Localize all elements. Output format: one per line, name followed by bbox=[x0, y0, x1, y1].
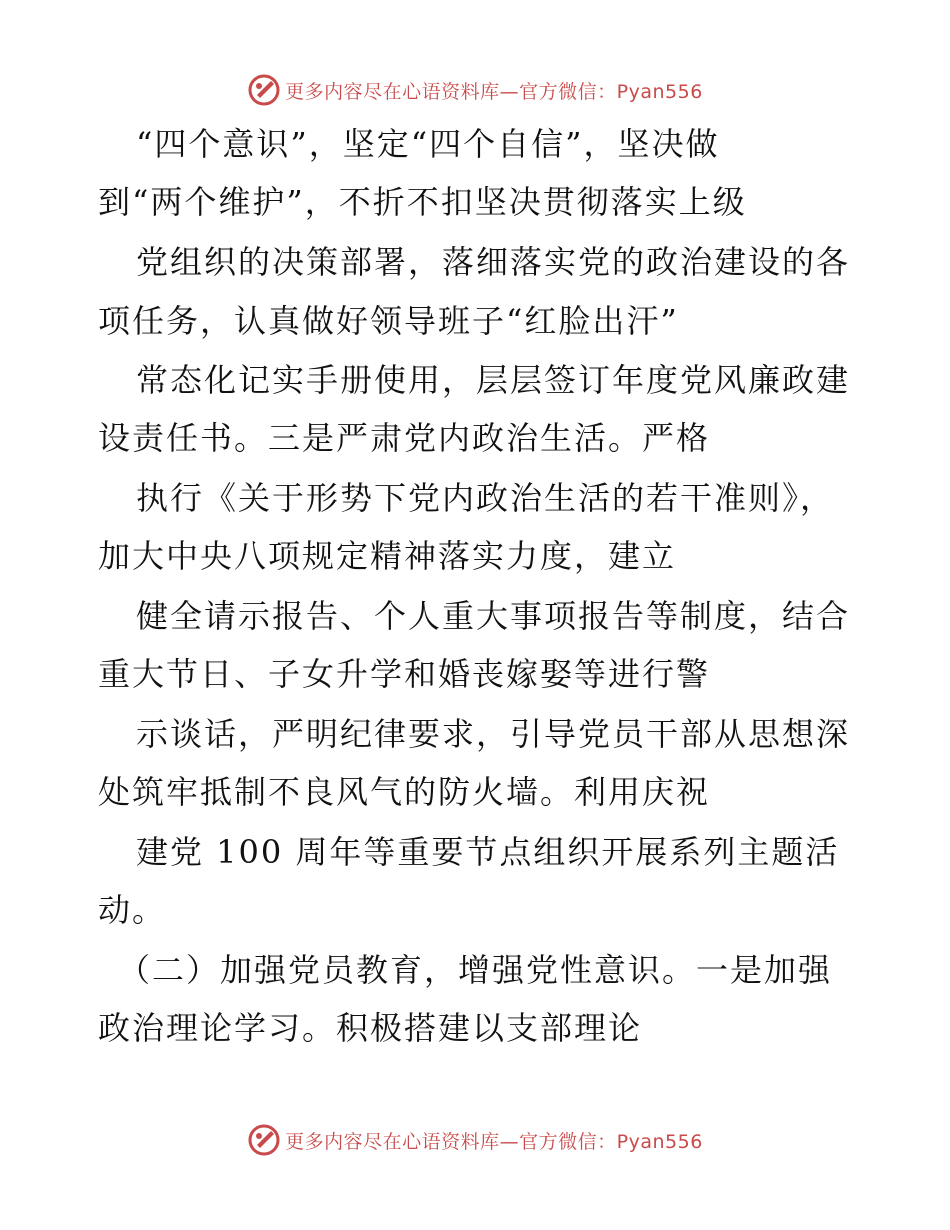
brand-logo-icon bbox=[247, 73, 281, 107]
text-line: 到“两个维护”，不折不扣坚决贯彻落实上级 bbox=[98, 183, 747, 221]
text-line: “四个意识”，坚定“四个自信”，坚决做 bbox=[136, 125, 720, 163]
text-line: 项任务，认真做好领导班子“红脸出汗” bbox=[98, 302, 679, 340]
footer-watermark-text: 更多内容尽在心语资料库—官方微信：Pyan556 bbox=[285, 1130, 703, 1153]
text-line: 政治理论学习。积极搭建以支部理论 bbox=[98, 1009, 643, 1047]
text-line: 党组织的决策部署，落细落实党的政治建设的各 bbox=[136, 243, 851, 281]
footer-watermark bbox=[0, 1120, 950, 1160]
text-line: 常态化记实手册使用，层层签订年度党风廉政建 bbox=[136, 361, 851, 399]
text-line: 示谈话，严明纪律要求，引导党员干部从思想深 bbox=[136, 715, 851, 753]
text-line: 建党 100 周年等重要节点组织开展系列主题活 bbox=[136, 833, 840, 871]
text-line: 加大中央八项规定精神落实力度，建立 bbox=[98, 537, 677, 575]
brand-logo-icon bbox=[247, 1123, 281, 1157]
text-line: 设责任书。三是严肃党内政治生活。严格 bbox=[98, 419, 711, 457]
text-line: （二）加强党员教育，增强党性意识。一是加强 bbox=[118, 951, 833, 989]
text-line: 处筑牢抵制不良风气的防火墙。利用庆祝 bbox=[98, 773, 711, 811]
header-watermark bbox=[0, 70, 950, 110]
text-line: 动。 bbox=[98, 891, 167, 929]
text-line: 重大节日、子女升学和婚丧嫁娶等进行警 bbox=[98, 655, 711, 693]
text-line: 执行《关于形势下党内政治生活的若干准则》， bbox=[136, 479, 835, 517]
header-watermark-text: 更多内容尽在心语资料库—官方微信：Pyan556 bbox=[285, 80, 703, 103]
text-line: 健全请示报告、个人重大事项报告等制度，结合 bbox=[136, 597, 851, 635]
